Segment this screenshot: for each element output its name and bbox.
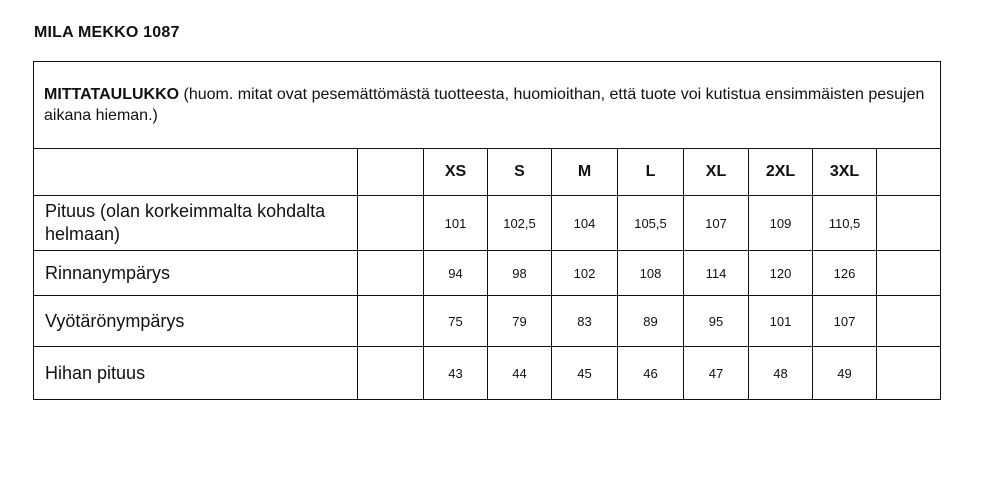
value-cell: 120 (749, 251, 813, 296)
value-cell: 47 (684, 347, 749, 400)
table-row (34, 251, 941, 296)
empty-cell (877, 347, 941, 400)
size-chart-table (33, 61, 941, 400)
value-cell: 44 (488, 347, 552, 400)
value-cell: 45 (552, 347, 618, 400)
header-empty-cell (34, 149, 358, 196)
size-header-3xl: 3XL (813, 149, 877, 196)
note-text: (huom. mitat ovat pesemättömästä tuotteesta, huomioithan, että tuote voi kutistua ensimmäisten pesujen aikana hieman.) (44, 86, 925, 124)
empty-cell (358, 296, 424, 347)
size-header-xs: XS (424, 149, 488, 196)
value-cell: 48 (749, 347, 813, 400)
value-cell: 105,5 (618, 196, 684, 251)
table-row (34, 296, 941, 347)
size-header-row (34, 149, 941, 196)
row-label-waist: Vyötärönympärys (34, 296, 358, 347)
value-cell: 43 (424, 347, 488, 400)
value-cell: 109 (749, 196, 813, 251)
header-empty-cell (877, 149, 941, 196)
empty-cell (877, 251, 941, 296)
note-heading: MITTATAULUKKO (44, 86, 180, 103)
size-header-2xl: 2XL (749, 149, 813, 196)
document-title: MILA MEKKO 1087 (34, 24, 180, 41)
value-cell: 101 (424, 196, 488, 251)
size-header-xl: XL (684, 149, 749, 196)
value-cell: 102,5 (488, 196, 552, 251)
size-header-s: S (488, 149, 552, 196)
row-label-length: Pituus (olan korkeimmalta kohdalta helmaan) (34, 196, 358, 251)
value-cell: 79 (488, 296, 552, 347)
value-cell: 95 (684, 296, 749, 347)
size-header-m: M (552, 149, 618, 196)
value-cell: 108 (618, 251, 684, 296)
value-cell: 75 (424, 296, 488, 347)
empty-cell (877, 296, 941, 347)
value-cell: 46 (618, 347, 684, 400)
empty-cell (358, 347, 424, 400)
value-cell: 107 (813, 296, 877, 347)
row-label-chest: Rinnanympärys (34, 251, 358, 296)
value-cell: 114 (684, 251, 749, 296)
row-label-sleeve: Hihan pituus (34, 347, 358, 400)
value-cell: 110,5 (813, 196, 877, 251)
value-cell: 126 (813, 251, 877, 296)
value-cell: 83 (552, 296, 618, 347)
size-chart-note (34, 62, 941, 149)
note-row (34, 62, 941, 149)
empty-cell (358, 251, 424, 296)
value-cell: 49 (813, 347, 877, 400)
size-header-l: L (618, 149, 684, 196)
value-cell: 104 (552, 196, 618, 251)
table-row (34, 347, 941, 400)
value-cell: 94 (424, 251, 488, 296)
empty-cell (358, 196, 424, 251)
value-cell: 107 (684, 196, 749, 251)
value-cell: 89 (618, 296, 684, 347)
table-row (34, 196, 941, 251)
empty-cell (877, 196, 941, 251)
value-cell: 101 (749, 296, 813, 347)
value-cell: 98 (488, 251, 552, 296)
header-empty-cell (358, 149, 424, 196)
value-cell: 102 (552, 251, 618, 296)
